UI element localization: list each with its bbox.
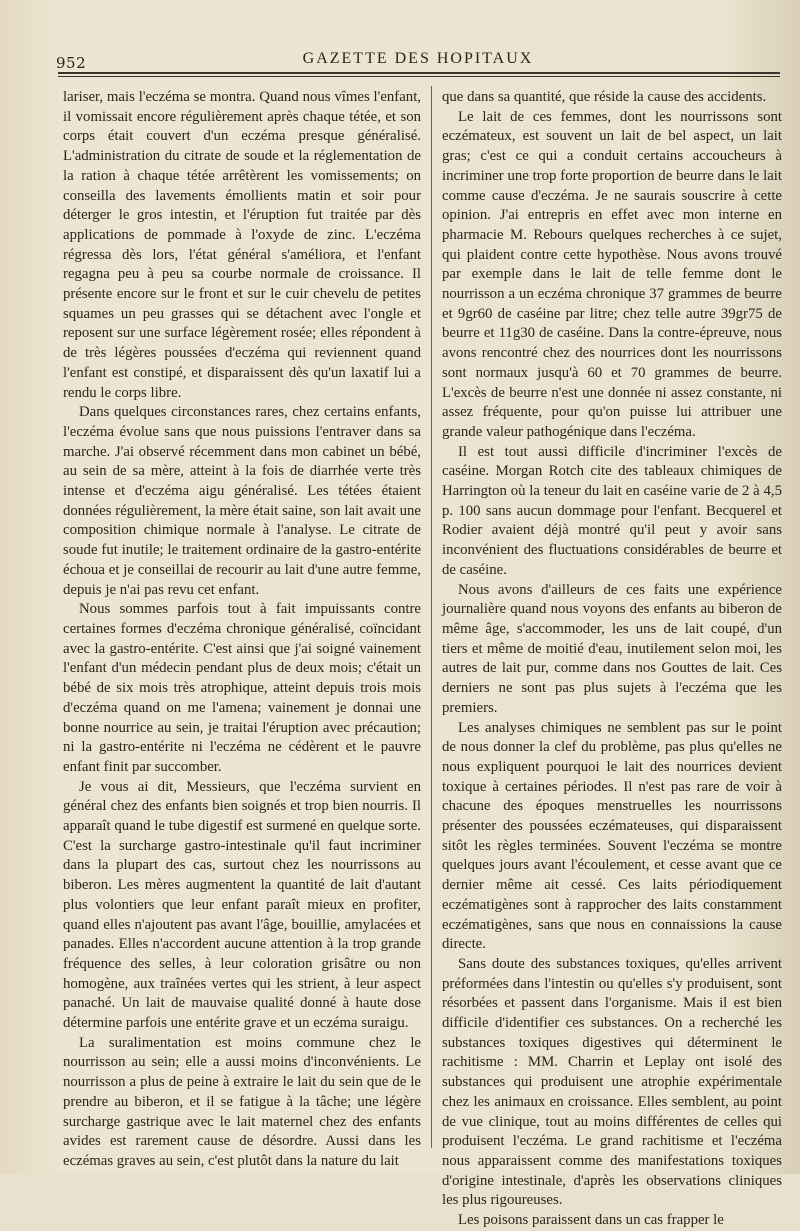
paragraph: que dans sa quantité, que réside la cause des accidents. bbox=[442, 89, 767, 105]
column-divider bbox=[431, 86, 432, 1148]
paragraph: Les analyses chimiques ne semblent pas sur le point de nous donner la clef du problème, pas plus qu'elles ne nous expliquent pourquoi le lait des nourrices devient toxique à certaines périodes. Il n'est pas rare de voir à chacune des époques menstruelles les nourrissons présenter des poussées eczémateuses, qui disparaissent sitôt les règles terminées. Souvent l'eczéma se montre quelques jours avant l'écoulement, et cesse avant que ce dernier même ait cessé. Ces laits périodiquement eczématigènes sont à rapprocher des laits constamment eczématigènes, sans que nous en connaissions la cause directe. bbox=[442, 719, 782, 953]
paragraph: Sans doute des substances toxiques, qu'elles arrivent préformées dans l'intestin ou qu'elles s'y produisent, sont résorbées et passent dans l'organisme. Mais il est bien difficile d'identifier ces substances. On a recherché les substances toxiques digestives qui déterminent le rachitisme : MM. Charrin et Leplay ont isolé des substances qui produisent une atrophie expérimentale chez les animaux en croissance. Elles semblent, au point de vue clinique, tout au moins différentes de celles qui produisent l'eczéma. Le grand rachitisme et l'eczéma nous apparaissent comme des manifestations toxiques d'origine intestinale, d'après les observations cliniques les plus rigoureuses. bbox=[442, 955, 782, 1209]
paragraph: Nous avons d'ailleurs de ces faits une expérience journalière quand nous voyons des enfants au biberon de même âge, s'accommoder, les uns de lait coupé, d'un tiers et même de moitié d'eau, inutilement selon moi, les autres de lait pur, comme dans nos Gouttes de lait. Ces derniers ne sont pas plus sujets à l'eczéma que les premiers. bbox=[442, 581, 782, 716]
paragraph: Le lait de ces femmes, dont les nourrissons sont eczémateux, est souvent un lait de bel aspect, un lait gras; c'est ce qui a conduit certains accoucheurs à incriminer une trop forte proportion de beurre dans le lait comme cause d'eczéma. Je ne saurais souscrire à cette opinion. J'ai entrepris en effet avec mon interne en pharmacie M. Rebours quelques recherches à ce sujet, qui plaident contre cette hypothèse. Nous avons trouvé par exemple dans le lait de telle femme dont le nourrisson a un eczéma chronique 37 grammes de beurre et 9gr60 de caséine par litre; chez telle autre 39gr75 de beurre et 11g30 de caséine. Dans la contre-épreuve, nous avons rencontré chez des nourrices dont les nourrissons sont normaux jusqu'à 60 et 70 grammes de beurre. L'excès de beurre n'est une donnée ni assez constante, ni assez fréquente, pour qu'on puisse lui attribuer une grande valeur pathogénique dans l'eczéma. bbox=[442, 108, 782, 440]
right-column bbox=[442, 88, 782, 1231]
paragraph: Nous sommes parfois tout à fait impuissants contre certaines formes d'eczéma chronique généralisé, coïncidant avec la gastro-entérite. C'est ainsi que j'ai soigné vainement l'enfant d'un médecin pendant plus de deux mois; c'était un bébé de six mois très atrophique, atteint depuis trois mois d'eczéma quand on me l'amena; vainement je donnai une bonne nourrice au sein, je traitai l'éruption avec précaution; ni la gastro-entérite ni l'eczéma ne cédèrent et le pauvre enfant finit par succomber. bbox=[63, 601, 421, 775]
header-rule-thin bbox=[58, 76, 780, 77]
paragraph: La suralimentation est moins commune chez le nourrisson au sein; elle a aussi moins d'inconvénients. Le nourrisson a plus de peine à extraire le lait du sein que de le prendre au biberon, et il se fatigue à la tâche; une légère surcharge gastrique avec le lait maternel chez des enfants avides est rarement cause de désordre. Aussi dans les eczémas graves au sein, c'est plutôt dans la nature du lait bbox=[63, 1034, 421, 1169]
paragraph: Il est tout aussi difficile d'incriminer l'excès de caséine. Morgan Rotch cite des tableaux chimiques de Harrington où la teneur du lait en caséine varie de 2 à 4,5 p. 100 sans aucun dommage pour l'enfant. Becquerel et Rodier avaient déjà montré qu'il peut y avoir sans inconvénient des fluctuations considérables de beurre et de caséine. bbox=[442, 443, 782, 578]
page-header bbox=[56, 44, 780, 74]
paragraph: Je vous ai dit, Messieurs, que l'eczéma survient en général chez des enfants bien soignés et trop bien nourris. Il apparaît quand le tube digestif est surmené en quelque sorte. C'est la surcharge gastro-intestinale qu'il faut incriminer dans la plupart des cas, surtout chez les nourrissons au biberon. Les mères augmentent la quantité de lait d'autant plus volontiers que leur enfant paraît mieux en profiter, quand elles n'ajoutent pas avant l'âge, bouillie, amylacées et panades. Elles n'accordent aucune attention à la trop grande fréquence des selles, à leur coloration grisâtre ou non homogène, aux traînées vertes qui les strient, à leur aspect panaché. Un lait de mauvaise qualité donné à haute dose détermine parfois une entérite grave et un eczéma suraigu. bbox=[63, 778, 421, 1032]
left-column bbox=[63, 88, 421, 1172]
paragraph: Dans quelques circonstances rares, chez certains enfants, l'eczéma évolue sans que nous puissions l'entraver dans sa marche. J'ai observé récemment dans mon cabinet un bébé, au sein de sa mère, atteint à la fois de diarrhée verte très intense et d'eczéma aigu généralisé. Les tétées étaient données régulièrement, la mère était saine, son lait avait une composition chimique normale à l'analyse. Le citrate de soude fut inutile; le traitement ordinaire de la gastro-entérite échoua et je conseillai de recourir au lait d'une autre femme, depuis je n'ai pas revu cet enfant. bbox=[63, 404, 421, 598]
running-title: GAZETTE DES HOPITAUX bbox=[302, 50, 534, 67]
paragraph: lariser, mais l'eczéma se montra. Quand nous vîmes l'enfant, il vomissait encore régulièrement après chaque tétée, et son corps était couvert d'un eczéma presque généralisé. L'administration du citrate de soude et la réglementation de la ration à chaque tétée arrêtèrent les vomissements; on conseilla des lavements émollients matin et soir pour déterger le gros intestin, et l'éruption fut traitée par dès applications de pommade à l'oxyde de zinc. L'eczéma régressa dès lors, l'état général s'améliora, et l'enfant regagna peu à peu sa courbe normale de croissance. Il présente encore sur le front et sur le cuir chevelu de petites squames un peu grasses qui se détachent avec l'ongle et reposent sur une surface légèrement rosée; elles répondent à de très légères poussées d'eczéma qui reviennent quand l'enfant est constipé, et disparaissent dès qu'un laxatif lui a rendu le corps libre. bbox=[63, 89, 421, 401]
paragraph: Les poisons paraissent dans un cas frapper le bbox=[458, 1212, 724, 1229]
header-rule bbox=[58, 72, 780, 74]
page-number: 952 bbox=[56, 54, 87, 72]
